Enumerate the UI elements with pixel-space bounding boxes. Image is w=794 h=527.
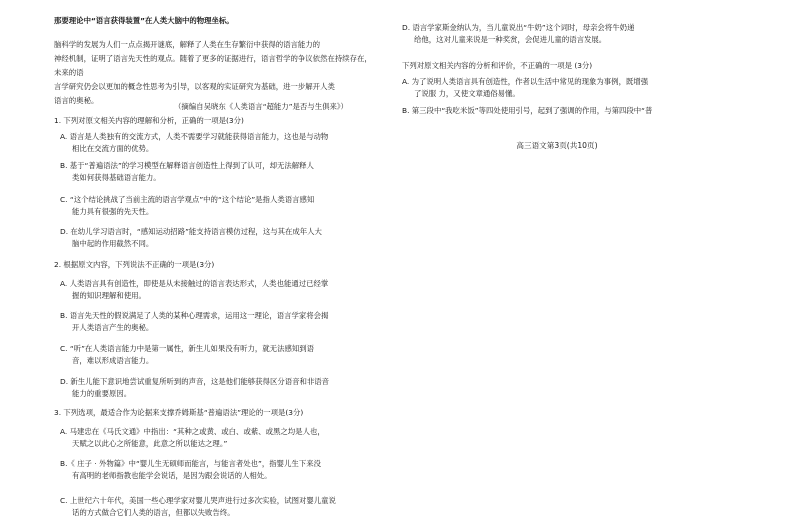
q3-option-c: C. 上世纪六十年代，美国一些心理学家对婴儿哭声进行过多次实验，试图对婴儿童说 话的方式做合它们人类的语言，但都以失败告终。 bbox=[60, 496, 336, 517]
source-citation: （摘编自吴晓东《人类语言“超能力”是否与生俱来》） bbox=[174, 102, 348, 111]
q1-option-d: D. 在幼儿学习语言时，“感知运动招路”能支持语言模仿过程，这与其在成年人大 脑中起的作用截然不同。 bbox=[60, 227, 322, 248]
q4-option-b: B. 第三段中“我吃米饭”等四处使用引号，起到了强调的作用，与第四段中“普 bbox=[402, 106, 653, 115]
q2-option-a: A. 人类语言具有创造性，即使是从未接触过的语言表达形式，人类也能通过已经掌 握的知识理解和使用。 bbox=[60, 279, 329, 300]
page-footer: 高三语文第3页(共10页) bbox=[516, 140, 598, 150]
q2-option-c: C. “听”在人类语言能力中是第一属性，新生儿如果没有听力，就无法感知到语 音，难以形成语言能力。 bbox=[60, 344, 315, 365]
q3-option-a: A. 马建忠在《马氏文通》中指出：“其种之或黄、或白、或紫、或黑之均是人也， 天赋之以此心之所能意，此意之所以能达之理。” bbox=[60, 427, 325, 448]
intro-line: 那要理论中“语言获得装置”在人类大脑中的物理坐标。 bbox=[54, 16, 234, 25]
q1-option-c: C. “这个结论挑战了当前主流的语言学观点”中的“这个结论”是指人类语言感知 能力具有很强的先天性。 bbox=[60, 195, 315, 216]
q4-option-a: A. 为了说明人类语言具有创造性，作者以生活中常见的现象为事例，既增强 了说服 力，又使文章通俗易懂。 bbox=[402, 77, 649, 98]
question-2-stem: 2. 根据原文内容，下列说法不正确的一项是(3分) bbox=[54, 260, 215, 269]
q1-option-b: B. 基于“普遍语法”的学习模型在解释语言创造性上得到了认可，却无法解释人 类如何获得基础语言能力。 bbox=[60, 161, 314, 182]
q1-option-a: A. 语言是人类独有的交流方式，人类不需要学习就能获得语言能力，这也是与动物 相比在交流方面的优势。 bbox=[60, 132, 329, 153]
question-1-stem: 1. 下列对原文相关内容的理解和分析，正确的一项是(3分) bbox=[54, 116, 244, 125]
q3-option-d: D. 语言学家斯金纳认为，当儿童说出“牛奶”这个词时，母亲会将牛奶递 给他，这对儿童来说是一种奖赏，会促进儿童的语言发展。 bbox=[402, 23, 635, 44]
question-4-stem: 下列对原文相关内容的分析和评价，不正确的一项是 (3分) bbox=[402, 61, 593, 70]
q3-option-b: B.《 庄子 · 外物篇》中“婴儿生无硕师而能言，与能言者处也”，指婴儿生下来没 有高明的老师指教也能学会说话，是因为跟会说话的人相处。 bbox=[60, 459, 321, 480]
intro-paragraph: 脑科学的发展为人们一点点揭开谜底，解释了人类在生存繁衍中获得的语言能力的 神经机制，证明了语言先天性的观点。随着了更多的证据进行，语言哲学的争议依然在持续存在，未来的语 言学研究仍会以更加的概念性思考为引导，以客观的实证研究为基础，进一步解开人类 语言的奥秘。 bbox=[54, 40, 372, 105]
question-3-stem: 3. 下列选项，最适合作为论据来支撑乔姆斯基“普遍语法”理论的一项是(3分) bbox=[54, 408, 304, 417]
q2-option-b: B. 语言先天性的假说满足了人类的某种心理需求，运用这一理论，语言学家将会揭 开人类语言产生的奥秘。 bbox=[60, 311, 329, 332]
q2-option-d: D. 新生儿能下意识地尝试重复所听到的声音，这是他们能够获得区分语音和非语音 能力的重要原因。 bbox=[60, 377, 330, 398]
